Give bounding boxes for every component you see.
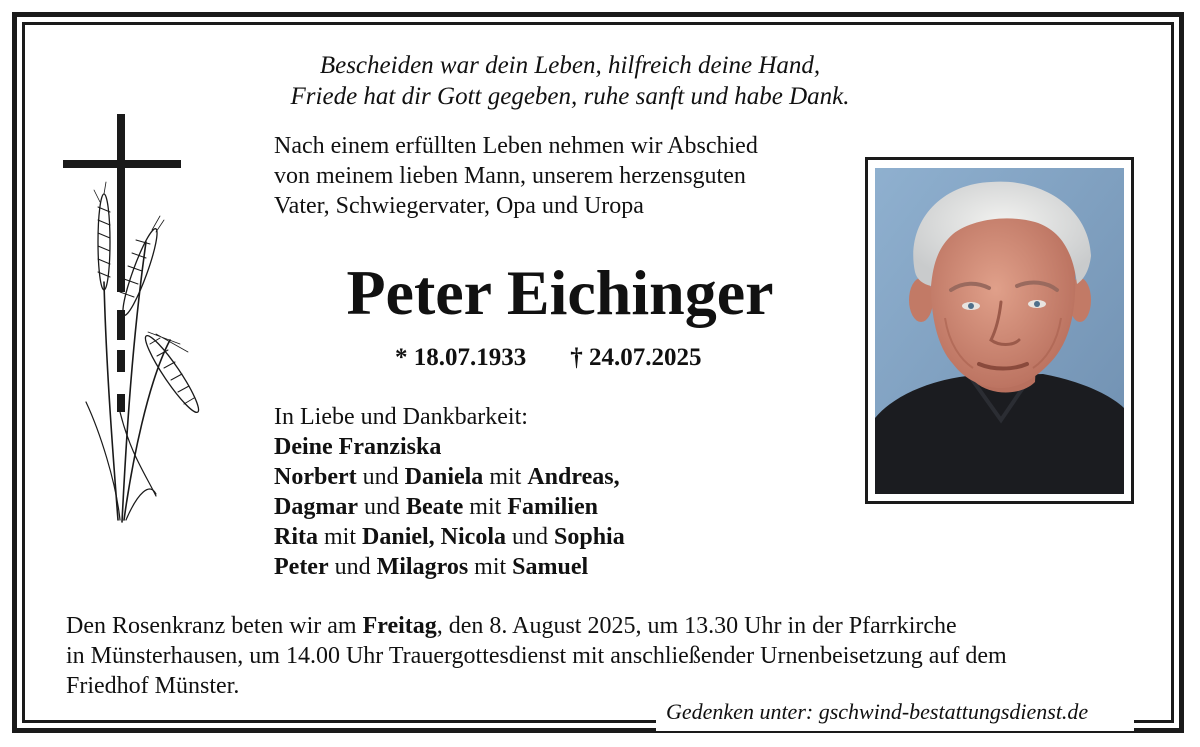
ceremony-line: Friedhof Münster. <box>66 673 240 699</box>
mourner-line <box>274 462 625 492</box>
connector-text: und <box>357 494 406 520</box>
mourner-name: Dagmar <box>274 494 358 520</box>
cross-with-wheat-icon <box>60 112 200 532</box>
farewell-intro <box>274 131 758 221</box>
deceased-name: Peter Eichinger <box>346 257 774 328</box>
mourner-name: Andreas, <box>527 464 620 490</box>
mourner-wife: Deine Franziska <box>274 434 442 460</box>
mourner-name: Samuel <box>512 554 589 580</box>
mourner-name: Norbert <box>274 464 357 490</box>
birth-date: * 18.07.1933 <box>395 344 527 371</box>
mourner-line <box>274 492 625 522</box>
mourner-name: Familien <box>507 494 598 520</box>
connector-text: mit <box>468 554 513 580</box>
intro-line: von meinem lieben Mann, unserem herzensguten <box>274 163 746 189</box>
portrait-photo <box>875 168 1124 494</box>
ceremony-line <box>66 611 1007 641</box>
mourner-name: Peter <box>274 554 329 580</box>
mourner-line <box>274 552 625 582</box>
mourner-line <box>274 522 625 552</box>
mourner-name: Daniela <box>404 464 484 490</box>
intro-line: Vater, Schwiegervater, Opa und Uropa <box>274 193 644 219</box>
motto-line: Bescheiden war dein Leben, hilfreich deine Hand, <box>319 52 821 79</box>
memorial-website-link[interactable]: Gedenken unter: gschwind-bestattungsdienst.de <box>666 699 1089 724</box>
mourners-intro: In Liebe und Dankbarkeit: <box>274 404 528 430</box>
ceremony-day: Freitag <box>362 613 437 639</box>
mourner-name: Sophia <box>554 524 625 550</box>
mourner-name: Rita <box>274 524 318 550</box>
portrait-frame <box>865 157 1134 504</box>
connector-text: und <box>328 554 377 580</box>
connector-text: und <box>356 464 405 490</box>
intro-line: Nach einem erfüllten Leben nehmen wir Abschied <box>274 133 758 159</box>
ceremony-announcement <box>66 611 1007 701</box>
mourner-name: Beate <box>405 494 464 520</box>
ceremony-text: , den 8. August 2025, um 13.30 Uhr in der Pfarrkirche <box>436 613 957 639</box>
mourner-name: Milagros <box>376 554 469 580</box>
motto-verse <box>190 50 950 112</box>
life-dates <box>395 342 702 374</box>
mourner-name: Daniel, Nicola <box>362 524 507 550</box>
connector-text: und <box>506 524 555 550</box>
connector-text: mit <box>483 464 528 490</box>
ceremony-text: Den Rosenkranz beten wir am <box>66 613 363 639</box>
connector-text: mit <box>318 524 363 550</box>
motto-line: Friede hat dir Gott gegeben, ruhe sanft und habe Dank. <box>290 83 850 110</box>
ceremony-line: in Münsterhausen, um 14.00 Uhr Trauergottesdienst mit anschließender Urnenbeisetzung auf dem <box>66 643 1007 669</box>
mourners-list <box>274 402 625 582</box>
connector-text: mit <box>463 494 508 520</box>
death-date: † 24.07.2025 <box>570 344 702 371</box>
